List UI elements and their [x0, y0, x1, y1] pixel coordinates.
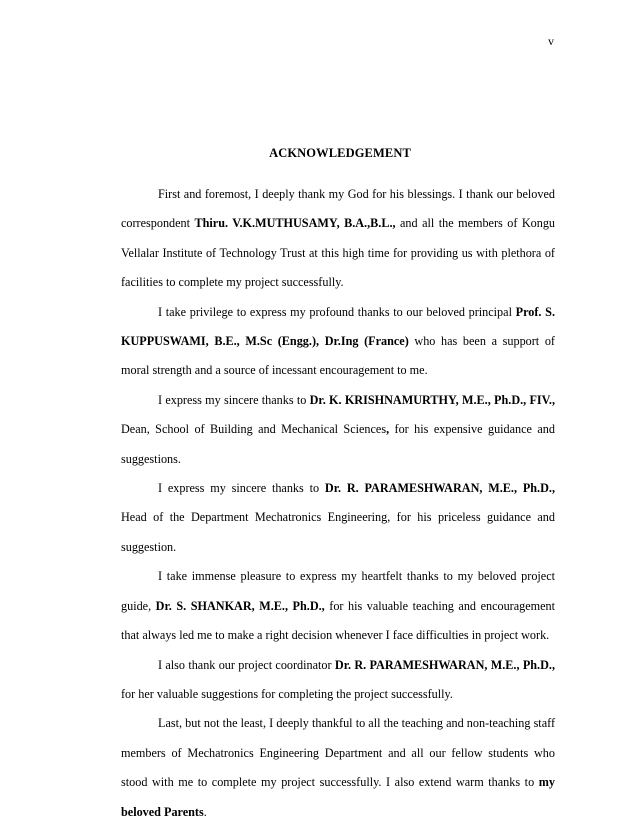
bold-text-segment: Thiru. V.K.MUTHUSAMY, B.A.,B.L.,: [194, 216, 396, 231]
paragraph: [121, 298, 555, 386]
text-segment: for her valuable suggestions for completing the project successfully.: [121, 686, 453, 701]
bold-text-segment: Dr. R. PARAMESHWARAN, M.E., Ph.D.,: [334, 657, 555, 672]
bold-text-segment: Dr. K. KRISHNAMURTHY, M.E., Ph.D., FIV.,: [309, 392, 555, 407]
bold-text-segment: Dr. S. SHANKAR, M.E., Ph.D.,: [155, 598, 325, 613]
paragraph: [121, 651, 555, 710]
text-segment: First and foremost, I deeply thank my God for his blessings. I thank our beloved correspondent: [121, 187, 555, 231]
text-segment: I express my sincere thanks to: [158, 481, 325, 496]
text-segment: Last, but not the least, I deeply thankful to all the teaching and non-teaching staff members of Mechatronics Engineering Department and all our fellow students who stood with me to complete my project successfully. I also extend warm thanks to: [121, 716, 555, 790]
text-segment: I take immense pleasure to express my heartfelt thanks to my beloved project guide,: [121, 569, 555, 613]
bold-text-segment: ,: [386, 422, 390, 437]
text-segment: .: [203, 804, 207, 819]
paragraph: [121, 709, 555, 827]
page-number: v: [548, 34, 554, 48]
text-segment: for his valuable teaching and encouragement that always led me to make a right decision whenever I face difficulties in project work.: [121, 598, 556, 643]
paragraph: [121, 474, 555, 562]
text-segment: and all the members of Kongu Vellalar Institute of Technology Trust at this high time for providing us with plethora of facilities to complete my project successfully.: [121, 216, 556, 290]
paragraph: [121, 386, 555, 474]
text-segment: I also thank our project coordinator: [158, 657, 335, 672]
text-segment: Head of the Department Mechatronics Engineering, for his priceless guidance and suggestion.: [121, 510, 555, 554]
page-title: ACKNOWLEDGEMENT: [269, 146, 411, 160]
bold-text-segment: Dr. R. PARAMESHWARAN, M.E., Ph.D.,: [324, 481, 555, 496]
paragraph: [121, 562, 555, 650]
acknowledgement-body: [121, 180, 555, 827]
text-segment: I take privilege to express my profound thanks to our beloved principal: [158, 304, 516, 319]
text-segment: for his expensive guidance and suggestions.: [121, 422, 555, 466]
text-segment: Dean, School of Building and Mechanical Sciences: [121, 422, 387, 437]
bold-text-segment: my beloved Parents: [121, 775, 555, 819]
bold-text-segment: Prof. S. KUPPUSWAMI, B.E., M.Sc (Engg.), Dr.Ing (France): [121, 304, 555, 349]
text-segment: who has been a support of moral strength and a source of incessant encouragement to me.: [121, 334, 555, 378]
paragraph: [121, 180, 555, 298]
text-segment: I express my sincere thanks to: [158, 392, 310, 407]
